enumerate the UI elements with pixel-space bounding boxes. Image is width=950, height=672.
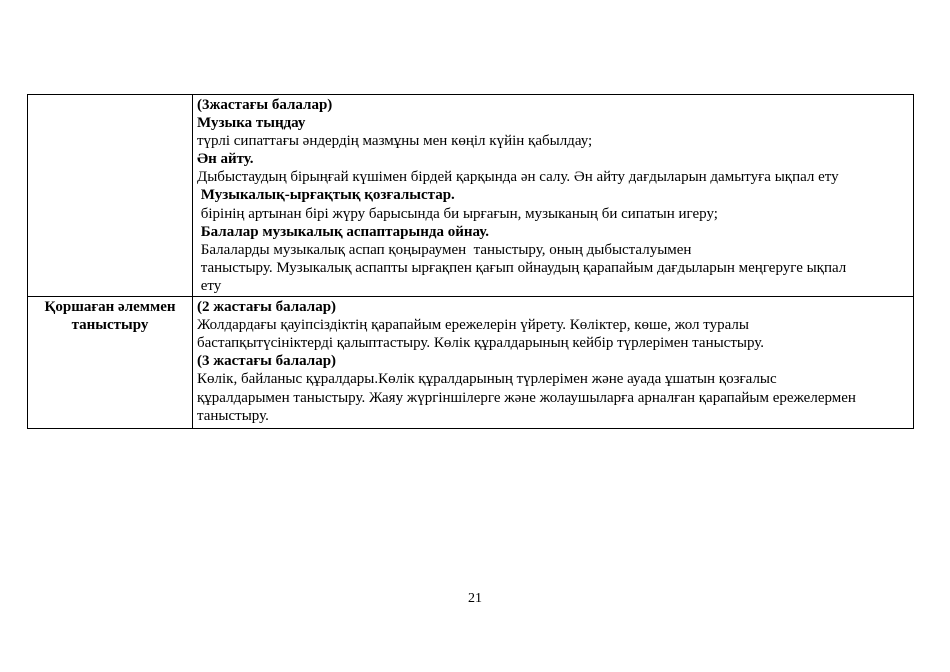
text-line: Музыка тыңдау — [197, 115, 306, 132]
text-line: Музыкалық-ырғақтық қозғалыстар. — [197, 187, 455, 204]
curriculum-table — [27, 94, 914, 429]
page-number: 21 — [468, 591, 482, 606]
row1-left-cell-empty — [28, 95, 193, 297]
text-line: бастапқытүсініктерді қалыптастыру. Көлік құралдарының кейбір түрлерімен таныстыру. — [197, 335, 765, 352]
text-line: Балалар музыкалық аспаптарында ойнау. — [197, 223, 489, 240]
text-line: Дыбыстаудың бірыңғай күшімен бірдей қарқында ән салу. Ән айту дағдыларын дамытуға ықпал ету — [197, 169, 839, 186]
row2-right-cell-environment-content — [193, 297, 914, 429]
row2-left-cell-section-title — [28, 297, 193, 429]
text-line: ету — [197, 277, 222, 294]
text-line: бірінің артынан бірі жүру барысында би ырғағын, музыканың би сипатын игеру; — [197, 205, 718, 222]
text-line: (2 жастағы балалар) — [197, 299, 337, 316]
text-line: (3жастағы балалар) — [197, 97, 333, 113]
text-line: таныстыру — [71, 317, 149, 334]
text-line: Ән айту. — [197, 151, 254, 168]
row1-right-cell-music-content — [193, 95, 914, 297]
text-line: Жолдардағы қауіпсіздіктің қарапайым ережелерін үйрету. Көліктер, көше, жол туралы — [197, 317, 749, 334]
table-row — [28, 297, 914, 429]
text-line: Қоршаған әлеммен — [44, 299, 176, 316]
text-line: түрлі сипаттағы әндердің мазмұны мен көңіл күйін қабылдау; — [197, 133, 593, 150]
text-line: таныстыру. Музыкалық аспапты ырғақпен қағып ойнаудың қарапайым дағдыларын меңгеруге ықпал — [197, 259, 847, 276]
text-line: (3 жастағы балалар) — [197, 353, 337, 370]
table-row — [28, 95, 914, 297]
text-line: Балаларды музыкалық аспап қоңыраумен таныстыру, оның дыбысталуымен — [197, 241, 692, 258]
text-line: таныстыру. — [197, 407, 269, 424]
text-line: құралдарымен таныстыру. Жаяу жүргіншілерге және жолаушыларға арналған қарапайым ережелермен — [197, 389, 856, 406]
text-line: Көлік, байланыс құралдары.Көлік құралдарының түрлерімен және ауада ұшатын қозғалыс — [197, 371, 777, 388]
